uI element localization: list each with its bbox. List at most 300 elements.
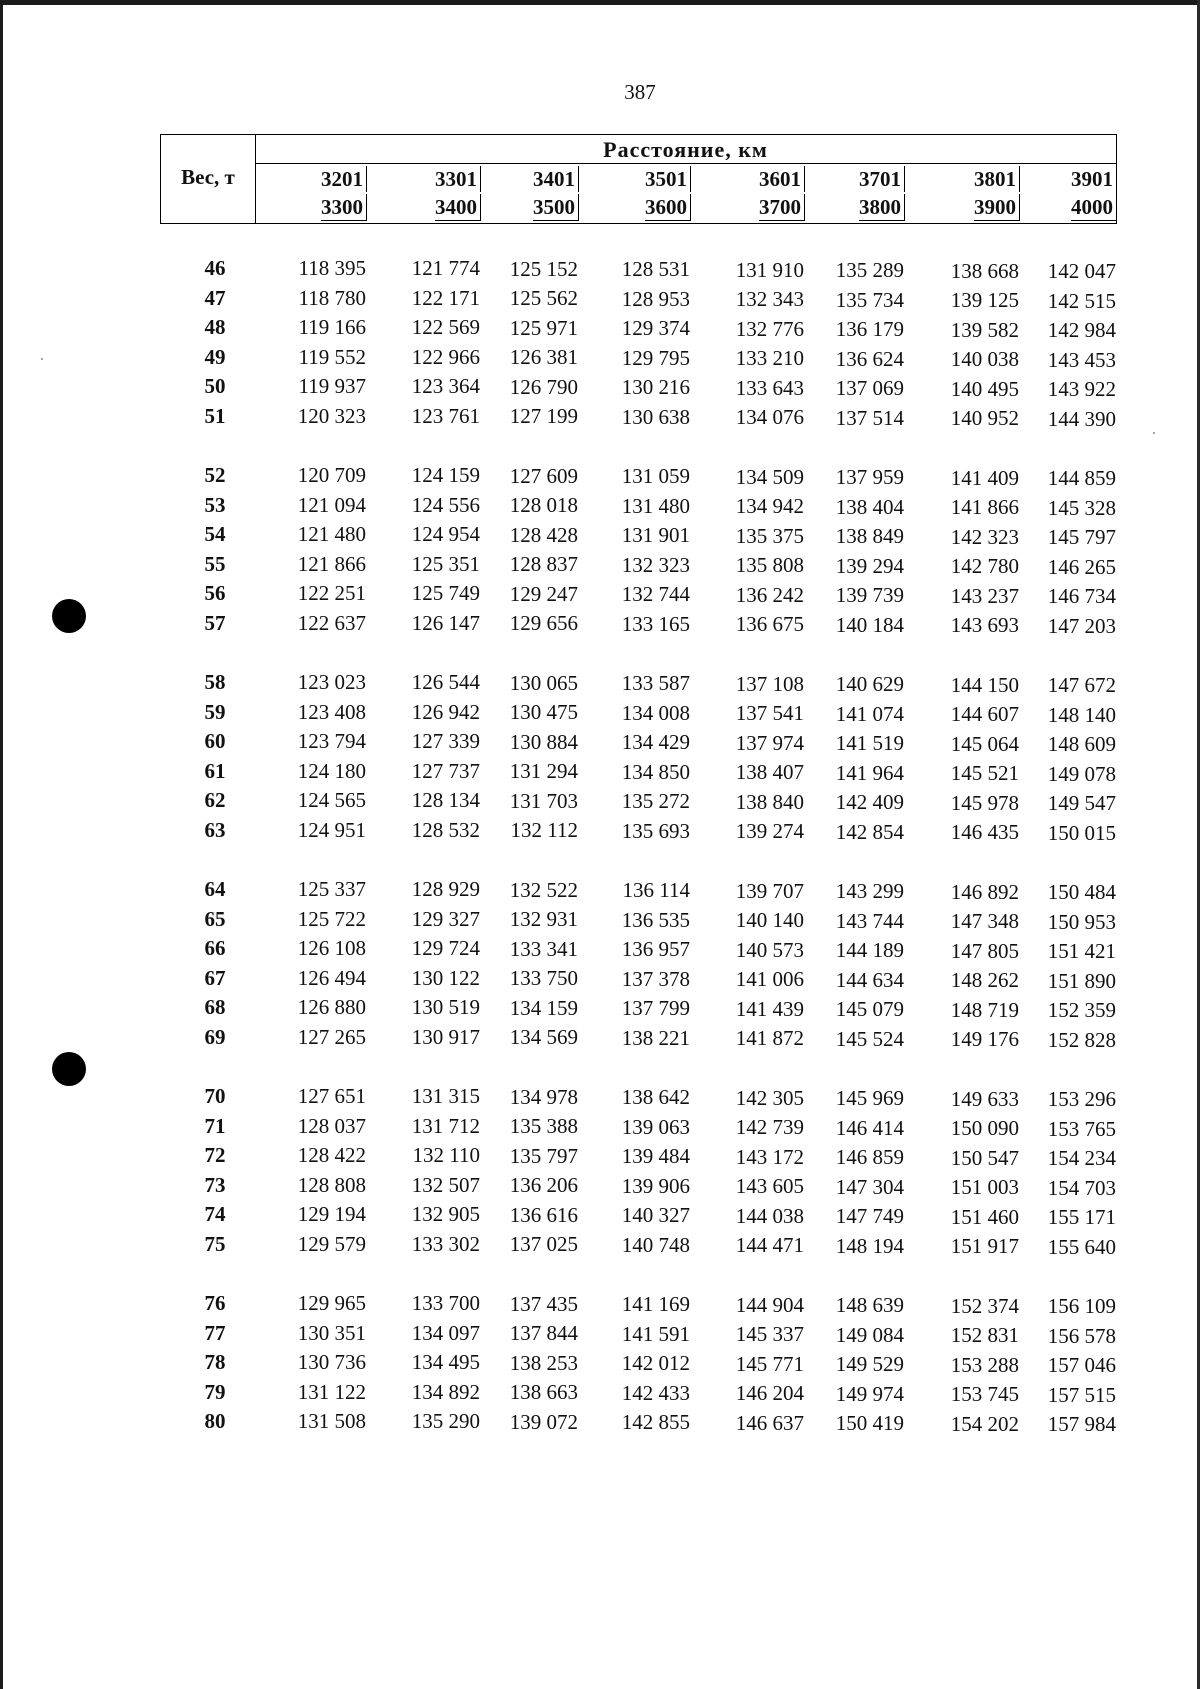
value-cell: 147 672	[1047, 673, 1116, 698]
table-row	[160, 1291, 1120, 1319]
value-cell: 121 480	[297, 522, 366, 546]
weight-cell: 59	[204, 699, 226, 724]
value-cell: 118 395	[298, 256, 366, 280]
table-row	[160, 670, 1120, 698]
value-cell: 142 984	[1047, 318, 1116, 343]
value-cell: 148 639	[835, 1293, 904, 1318]
value-cell: 140 327	[621, 1203, 690, 1228]
value-cell: 149 176	[950, 1027, 1019, 1052]
value-cell: 136 114	[622, 878, 690, 903]
value-cell: 141 409	[950, 465, 1019, 490]
value-cell: 119 937	[298, 374, 366, 398]
value-cell: 140 952	[950, 406, 1019, 431]
weight-cell: 48	[204, 315, 226, 339]
value-cell: 150 419	[835, 1411, 904, 1436]
value-cell: 137 025	[509, 1232, 578, 1257]
value-cell: 150 015	[1047, 820, 1116, 845]
table-row	[160, 1232, 1120, 1260]
value-cell: 155 171	[1047, 1205, 1116, 1230]
table-row	[160, 581, 1120, 609]
value-cell: 131 712	[411, 1113, 480, 1138]
scan-border-top	[0, 0, 1200, 5]
value-cell: 146 734	[1047, 584, 1116, 609]
value-cell: 133 165	[621, 611, 690, 636]
range-to: 3300	[321, 194, 367, 221]
value-cell: 134 569	[509, 1025, 578, 1050]
value-cell: 126 108	[297, 936, 366, 960]
value-cell: 142 854	[835, 819, 904, 844]
value-cell: 135 388	[509, 1114, 578, 1139]
range-from: 3201	[321, 166, 367, 192]
value-cell: 124 954	[411, 522, 480, 547]
value-cell: 153 288	[950, 1352, 1019, 1377]
value-cell: 121 866	[297, 551, 366, 576]
distance-header-cell	[255, 135, 1116, 164]
distance-range-header	[381, 166, 481, 223]
value-cell: 138 253	[509, 1350, 578, 1375]
value-cell: 139 739	[835, 583, 904, 608]
value-cell: 142 305	[735, 1085, 804, 1110]
value-cell: 137 844	[509, 1321, 578, 1346]
value-cell: 126 494	[297, 965, 366, 990]
value-cell: 133 341	[509, 936, 578, 961]
value-cell: 147 749	[835, 1204, 904, 1229]
value-cell: 138 407	[735, 760, 804, 785]
weight-cell: 70	[204, 1084, 226, 1108]
value-cell: 129 247	[509, 581, 578, 606]
weight-cell: 80	[204, 1409, 226, 1433]
value-cell: 157 046	[1047, 1353, 1116, 1378]
value-cell: 148 719	[950, 997, 1019, 1022]
range-to: 3900	[974, 194, 1020, 221]
value-cell: 151 917	[950, 1234, 1019, 1259]
value-cell: 128 808	[297, 1172, 366, 1197]
value-cell: 151 003	[950, 1175, 1019, 1200]
value-cell: 154 202	[950, 1411, 1019, 1436]
value-cell: 131 315	[411, 1084, 480, 1109]
value-cell: 144 607	[950, 702, 1019, 727]
value-cell: 131 508	[297, 1409, 366, 1433]
range-to: 3500	[533, 194, 579, 221]
weight-cell: 75	[204, 1231, 226, 1256]
table-row	[160, 1350, 1120, 1378]
value-cell: 121 094	[297, 492, 366, 517]
value-cell: 130 216	[621, 375, 690, 400]
value-cell: 137 974	[735, 730, 804, 755]
value-cell: 138 663	[509, 1380, 578, 1405]
value-cell: 142 433	[621, 1380, 690, 1405]
value-cell: 129 795	[621, 345, 690, 370]
value-cell: 137 069	[835, 376, 904, 401]
table-row	[160, 315, 1120, 343]
value-cell: 134 008	[621, 700, 690, 725]
value-cell: 141 591	[621, 1321, 690, 1346]
value-cell: 122 569	[411, 315, 480, 340]
value-cell: 136 179	[835, 317, 904, 342]
value-cell: 157 984	[1047, 1412, 1116, 1437]
value-cell: 154 703	[1047, 1175, 1116, 1200]
value-cell: 128 837	[509, 552, 578, 577]
value-cell: 129 724	[411, 936, 480, 961]
table-row	[160, 286, 1120, 314]
value-cell: 147 304	[835, 1174, 904, 1199]
value-cell: 134 097	[411, 1320, 480, 1345]
value-cell: 142 780	[950, 554, 1019, 579]
value-cell: 127 339	[411, 729, 480, 754]
value-cell: 147 348	[950, 909, 1019, 934]
value-cell: 124 556	[411, 492, 480, 517]
weight-cell: 71	[204, 1113, 226, 1138]
range-to: 4000	[1071, 194, 1117, 221]
value-cell: 140 184	[835, 612, 904, 637]
value-cell: 148 609	[1047, 732, 1116, 757]
value-cell: 152 828	[1047, 1027, 1116, 1052]
weight-cell: 79	[204, 1379, 226, 1404]
value-cell: 140 140	[735, 908, 804, 933]
value-cell: 137 378	[621, 966, 690, 991]
value-cell: 135 375	[735, 523, 804, 548]
value-cell: 141 439	[735, 996, 804, 1021]
weight-cell: 60	[204, 729, 226, 753]
value-cell: 135 289	[835, 258, 904, 283]
distance-range-header	[805, 166, 905, 223]
value-cell: 135 797	[509, 1143, 578, 1168]
value-cell: 139 063	[621, 1114, 690, 1139]
weight-cell: 57	[204, 610, 226, 635]
value-cell: 146 892	[950, 879, 1019, 904]
value-cell: 146 204	[735, 1381, 804, 1406]
value-cell: 133 302	[411, 1231, 480, 1256]
table-row	[160, 788, 1120, 816]
value-cell: 133 210	[735, 346, 804, 371]
weight-cell: 53	[204, 492, 226, 517]
value-cell: 135 734	[835, 287, 904, 312]
weight-cell: 65	[204, 906, 226, 931]
weight-cell: 69	[204, 1024, 226, 1049]
value-cell: 150 547	[950, 1145, 1019, 1170]
value-cell: 130 519	[411, 995, 480, 1020]
value-cell: 143 237	[950, 583, 1019, 608]
value-cell: 127 609	[509, 463, 578, 488]
range-from: 3401	[533, 166, 579, 192]
value-cell: 142 047	[1047, 259, 1116, 284]
weight-cell: 52	[204, 463, 226, 487]
punch-hole-upper	[52, 599, 86, 633]
value-cell: 145 797	[1047, 525, 1116, 550]
value-cell: 142 855	[621, 1410, 690, 1435]
value-cell: 129 194	[297, 1202, 366, 1226]
value-cell: 127 265	[297, 1024, 366, 1049]
value-cell: 148 262	[950, 968, 1019, 993]
value-cell: 143 744	[835, 908, 904, 933]
value-cell: 133 643	[735, 375, 804, 400]
value-cell: 141 169	[621, 1292, 690, 1317]
table-row	[160, 463, 1120, 491]
value-cell: 144 189	[835, 938, 904, 963]
value-cell: 122 171	[411, 285, 480, 310]
value-cell: 141 866	[950, 495, 1019, 520]
value-cell: 133 587	[621, 671, 690, 696]
value-cell: 146 435	[950, 820, 1019, 845]
table-row	[160, 552, 1120, 580]
value-cell: 146 414	[835, 1115, 904, 1140]
value-cell: 138 849	[835, 524, 904, 549]
table-row	[160, 1114, 1120, 1142]
table-row	[160, 1409, 1120, 1437]
weight-header-label: Вес, т	[181, 165, 235, 189]
value-cell: 131 703	[509, 788, 578, 813]
value-cell: 122 251	[297, 581, 366, 605]
value-cell: 142 739	[735, 1115, 804, 1140]
value-cell: 149 974	[835, 1381, 904, 1406]
value-cell: 136 616	[509, 1202, 578, 1227]
value-cell: 123 794	[297, 729, 366, 753]
weight-cell: 72	[204, 1143, 226, 1167]
value-cell: 132 323	[621, 552, 690, 577]
weight-cell: 61	[204, 758, 226, 783]
value-cell: 154 234	[1047, 1146, 1116, 1171]
table-row	[160, 1321, 1120, 1349]
scan-speck	[41, 358, 43, 360]
scan-speck	[1153, 432, 1155, 434]
value-cell: 124 159	[411, 463, 480, 488]
punch-hole-lower	[52, 1052, 86, 1086]
table-row	[160, 936, 1120, 964]
value-cell: 134 076	[735, 405, 804, 430]
value-cell: 138 404	[835, 494, 904, 519]
value-cell: 127 737	[411, 758, 480, 783]
value-cell: 132 776	[735, 316, 804, 341]
value-cell: 130 917	[411, 1024, 480, 1049]
value-cell: 129 965	[297, 1291, 366, 1315]
value-cell: 126 381	[509, 345, 578, 370]
value-cell: 139 274	[735, 819, 804, 844]
value-cell: 134 495	[411, 1350, 480, 1375]
value-cell: 151 890	[1047, 968, 1116, 993]
weight-cell: 66	[204, 936, 226, 960]
value-cell: 135 290	[411, 1409, 480, 1434]
value-cell: 130 638	[621, 404, 690, 429]
value-cell: 140 629	[835, 672, 904, 697]
table-row	[160, 1202, 1120, 1230]
value-cell: 145 337	[735, 1322, 804, 1347]
value-cell: 139 294	[835, 553, 904, 578]
value-cell: 149 529	[835, 1352, 904, 1377]
value-cell: 134 850	[621, 759, 690, 784]
weight-cell: 64	[204, 877, 226, 901]
value-cell: 126 942	[411, 699, 480, 724]
table-row	[160, 759, 1120, 787]
table-row	[160, 611, 1120, 639]
value-cell: 125 971	[509, 315, 578, 340]
value-cell: 139 125	[950, 288, 1019, 313]
value-cell: 124 951	[297, 817, 366, 842]
distance-header-label: Расстояние, км	[603, 137, 768, 162]
range-from: 3301	[435, 166, 481, 192]
value-cell: 131 059	[621, 464, 690, 489]
value-cell: 138 221	[621, 1025, 690, 1050]
value-cell: 139 484	[621, 1144, 690, 1169]
value-cell: 130 884	[509, 729, 578, 754]
value-cell: 126 544	[411, 670, 480, 695]
value-cell: 134 509	[735, 464, 804, 489]
table-row	[160, 700, 1120, 728]
value-cell: 125 722	[297, 906, 366, 931]
table-row	[160, 877, 1120, 905]
value-cell: 128 929	[411, 877, 480, 902]
value-cell: 157 515	[1047, 1382, 1116, 1407]
weight-cell: 51	[204, 403, 226, 428]
range-to: 3400	[435, 194, 481, 221]
value-cell: 145 079	[835, 997, 904, 1022]
table-row	[160, 522, 1120, 550]
table-row	[160, 907, 1120, 935]
value-cell: 142 515	[1047, 288, 1116, 313]
value-cell: 145 521	[950, 761, 1019, 786]
range-from: 3701	[859, 166, 905, 192]
table-row	[160, 256, 1120, 284]
value-cell: 148 140	[1047, 702, 1116, 727]
value-cell: 144 904	[735, 1292, 804, 1317]
value-cell: 127 199	[509, 404, 578, 429]
value-cell: 131 294	[509, 759, 578, 784]
value-cell: 143 605	[735, 1174, 804, 1199]
table-row	[160, 404, 1120, 432]
value-cell: 137 799	[621, 996, 690, 1021]
value-cell: 139 582	[950, 317, 1019, 342]
value-cell: 131 480	[621, 493, 690, 518]
value-cell: 130 475	[509, 700, 578, 725]
value-cell: 132 905	[411, 1202, 480, 1227]
value-cell: 152 831	[950, 1323, 1019, 1348]
value-cell: 132 744	[621, 582, 690, 607]
range-to: 3600	[645, 194, 691, 221]
value-cell: 130 736	[297, 1350, 366, 1374]
distance-range-header	[1017, 166, 1117, 223]
value-cell: 156 109	[1047, 1294, 1116, 1319]
value-cell: 149 547	[1047, 791, 1116, 816]
weight-cell: 47	[204, 285, 226, 310]
weight-cell: 67	[204, 965, 226, 990]
distance-range-header	[591, 166, 691, 223]
value-cell: 128 422	[297, 1143, 366, 1167]
range-from: 3901	[1071, 166, 1117, 192]
value-cell: 138 668	[950, 258, 1019, 283]
value-cell: 140 495	[950, 376, 1019, 401]
value-cell: 138 840	[735, 789, 804, 814]
value-cell: 127 651	[297, 1084, 366, 1108]
value-cell: 137 435	[509, 1291, 578, 1316]
value-cell: 128 037	[297, 1113, 366, 1138]
value-cell: 143 922	[1047, 377, 1116, 402]
page-number: 387	[624, 80, 656, 104]
range-from: 3801	[974, 166, 1020, 192]
value-cell: 136 957	[621, 937, 690, 962]
value-cell: 118 780	[298, 285, 366, 310]
value-cell: 123 364	[411, 374, 480, 399]
value-cell: 131 910	[735, 257, 804, 282]
range-to: 3800	[859, 194, 905, 221]
table-row	[160, 966, 1120, 994]
value-cell: 151 421	[1047, 939, 1116, 964]
value-cell: 123 023	[297, 670, 366, 694]
value-cell: 152 374	[950, 1293, 1019, 1318]
weight-cell: 46	[204, 256, 226, 280]
value-cell: 121 774	[411, 256, 480, 281]
value-cell: 131 901	[621, 523, 690, 548]
value-cell: 122 966	[411, 344, 480, 369]
value-cell: 137 959	[835, 465, 904, 490]
value-cell: 142 409	[835, 790, 904, 815]
value-cell: 134 978	[509, 1084, 578, 1109]
value-cell: 137 541	[735, 701, 804, 726]
value-cell: 150 090	[950, 1116, 1019, 1141]
value-cell: 152 359	[1047, 998, 1116, 1023]
value-cell: 146 265	[1047, 554, 1116, 579]
value-cell: 142 323	[950, 524, 1019, 549]
weight-cell: 77	[204, 1320, 226, 1345]
value-cell: 143 172	[735, 1144, 804, 1169]
value-cell: 123 408	[297, 699, 366, 724]
value-cell: 135 693	[621, 818, 690, 843]
value-cell: 126 880	[297, 995, 366, 1019]
value-cell: 149 078	[1047, 761, 1116, 786]
value-cell: 153 765	[1047, 1116, 1116, 1141]
value-cell: 138 642	[621, 1085, 690, 1110]
value-cell: 132 110	[412, 1143, 480, 1168]
value-cell: 125 337	[297, 877, 366, 901]
value-cell: 146 859	[835, 1145, 904, 1170]
value-cell: 129 656	[509, 611, 578, 636]
weight-cell: 73	[204, 1172, 226, 1197]
value-cell: 139 707	[735, 878, 804, 903]
range-to: 3700	[759, 194, 805, 221]
value-cell: 136 675	[735, 612, 804, 637]
value-cell: 128 428	[509, 522, 578, 547]
value-cell: 130 065	[509, 670, 578, 695]
value-cell: 123 761	[411, 403, 480, 428]
value-cell: 141 964	[835, 760, 904, 785]
value-cell: 132 343	[735, 287, 804, 312]
value-cell: 129 327	[411, 906, 480, 931]
value-cell: 130 122	[411, 965, 480, 990]
value-cell: 149 633	[950, 1086, 1019, 1111]
value-cell: 145 524	[835, 1026, 904, 1051]
table-row	[160, 1380, 1120, 1408]
value-cell: 144 038	[735, 1203, 804, 1228]
value-cell: 120 709	[297, 463, 366, 487]
value-cell: 144 471	[735, 1233, 804, 1258]
value-cell: 129 579	[297, 1231, 366, 1256]
weight-cell: 56	[204, 581, 226, 605]
value-cell: 146 637	[735, 1410, 804, 1435]
table-row	[160, 995, 1120, 1023]
value-cell: 131 122	[297, 1379, 366, 1404]
weight-cell: 49	[204, 344, 226, 369]
weight-cell: 62	[204, 788, 226, 812]
value-cell: 141 519	[835, 731, 904, 756]
value-cell: 137 514	[835, 405, 904, 430]
value-cell: 128 018	[509, 493, 578, 518]
value-cell: 139 072	[509, 1409, 578, 1434]
value-cell: 126 790	[509, 374, 578, 399]
value-cell: 145 771	[735, 1351, 804, 1376]
distance-range-header	[267, 166, 367, 223]
table-row	[160, 1084, 1120, 1112]
value-cell: 137 108	[735, 671, 804, 696]
value-cell: 140 573	[735, 937, 804, 962]
distance-range-header	[705, 166, 805, 223]
